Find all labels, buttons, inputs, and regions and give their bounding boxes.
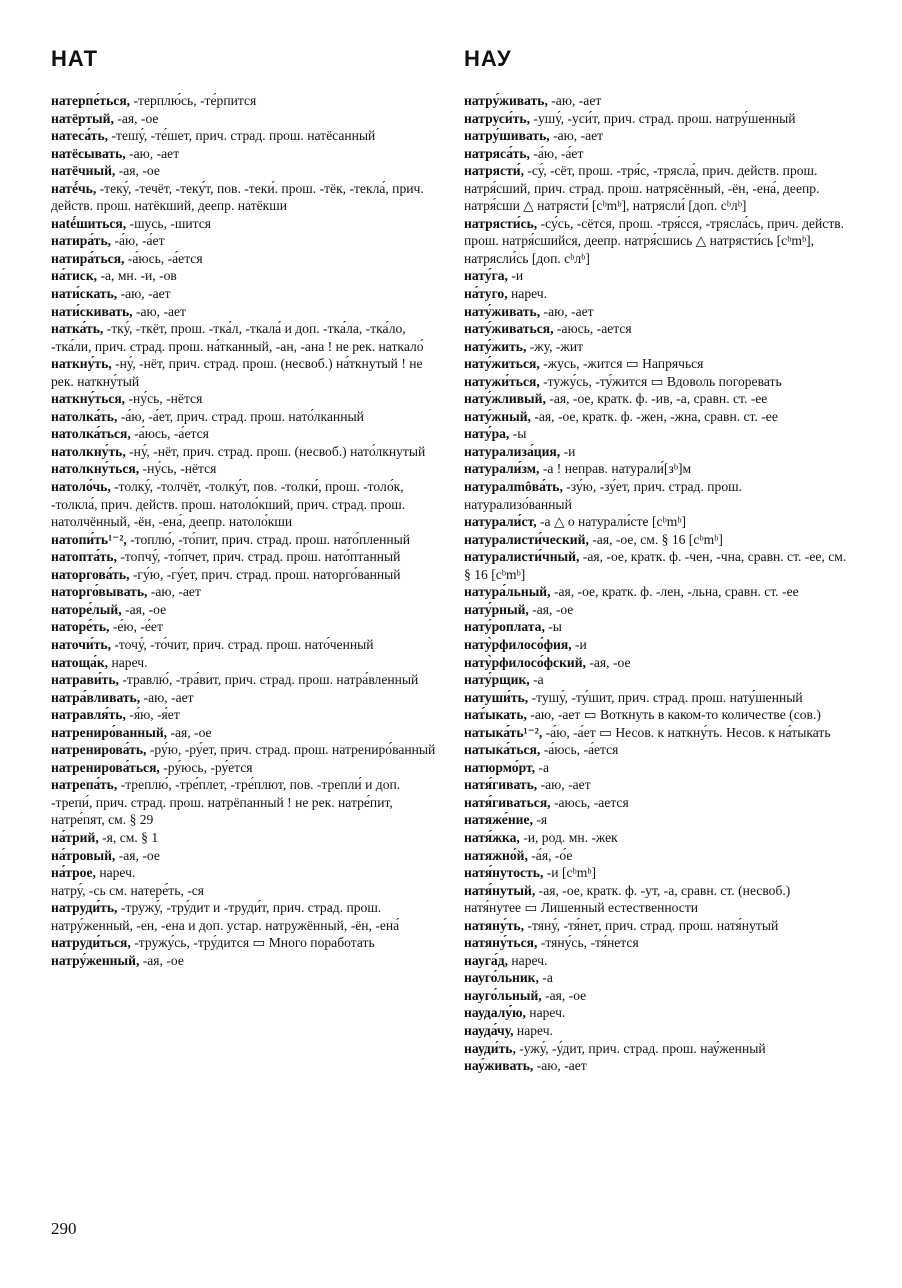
entry-headword: науди́ть,	[464, 1040, 516, 1056]
dictionary-entry	[51, 355, 437, 390]
entry-headword: натруди́ться,	[51, 935, 131, 951]
dictionary-entry	[51, 864, 437, 882]
dictionary-entry	[51, 408, 437, 426]
dictionary-entry	[464, 776, 850, 794]
entry-grammar: -а △ о натурали́сте [cᵇmᵇ]	[536, 514, 687, 530]
entry-grammar: -аю, -ает	[140, 689, 194, 705]
entry-headword: натé́чь,	[51, 180, 97, 196]
entry-headword: натяну́ть,	[464, 917, 525, 933]
dictionary-entry	[464, 636, 850, 654]
entry-headword: науда́чу,	[464, 1022, 514, 1038]
dictionary-entry	[464, 443, 850, 461]
dictionary-entry	[464, 583, 850, 601]
entry-headword: нату́ра,	[464, 426, 510, 442]
entry-grammar: -ы	[509, 426, 527, 442]
entry-headword: на́тровый,	[51, 847, 116, 863]
dictionary-entry	[464, 952, 850, 970]
entry-headword: нату́житься,	[464, 356, 540, 372]
entry-headword: нау́живать,	[464, 1058, 534, 1074]
dictionary-entry	[464, 706, 850, 724]
entry-grammar: нареч.	[513, 1022, 553, 1038]
entry-headword: натолка́ться,	[51, 426, 131, 442]
entry-headword: натуралисти́ческий,	[464, 531, 589, 547]
dictionary-entry	[464, 531, 850, 549]
entry-grammar: -ну́сь, -нётся	[125, 391, 203, 407]
entry-grammar: -я, см. § 1	[98, 829, 159, 845]
dictionary-entry	[51, 285, 437, 303]
entry-grammar: -а́ю, -а́ет	[111, 233, 165, 249]
entry-grammar: -гу́ю, -гу́ет, прич. страд. прош. наторго́ванный	[129, 566, 401, 582]
dictionary-entry	[51, 425, 437, 443]
entry-headword: натура́льный,	[464, 584, 551, 600]
dictionary-entry	[51, 303, 437, 321]
dictionary-entry	[51, 829, 437, 847]
entry-headword: натка́ть,	[51, 321, 104, 337]
entry-grammar: -ушу́, -уси́т, прич. страд. прош. натру́шенный	[530, 110, 796, 126]
dictionary-entry	[464, 110, 850, 128]
entry-grammar: нареч.	[95, 865, 136, 881]
dictionary-entry	[464, 847, 850, 865]
entry-grammar: -а́ю, -а́ет ▭ Несов. к наткну́ть. Несов. к на́тыкать	[542, 724, 831, 740]
entry-headword: нату́жный,	[464, 408, 531, 424]
dictionary-entry	[464, 513, 850, 531]
dictionary-entry	[51, 320, 437, 355]
entry-headword: натя́гивать,	[464, 777, 538, 793]
dictionary-entry	[464, 671, 850, 689]
entry-headword: натя́жка,	[464, 829, 520, 845]
dictionary-entry	[464, 987, 850, 1005]
entry-grammar: -тяну́, -тя́нет, прич. страд. прош. натя́нутый	[524, 917, 779, 933]
entry-headword: натолкну́ть,	[51, 443, 126, 459]
entry-headword: натурали́ст,	[464, 514, 537, 530]
entry-grammar: -ну́сь, -нётся	[139, 461, 217, 477]
entry-headword: натру́женный,	[51, 952, 140, 968]
dictionary-entry	[51, 250, 437, 268]
dictionary-entry	[464, 460, 850, 478]
dictionary-entry	[51, 952, 437, 970]
dictionary-entry	[51, 531, 437, 549]
entry-headword: натренирова́ться,	[51, 759, 160, 775]
entry-grammar: нареч.	[108, 654, 148, 670]
dictionary-entry	[51, 145, 437, 163]
entry-grammar: -а́юсь, -а́ется	[540, 742, 619, 758]
entry-headword: на́трий,	[51, 829, 99, 845]
entry-headword: нату́жливый,	[464, 391, 546, 407]
entry-headword: натёсывать,	[51, 145, 126, 161]
dictionary-entry	[51, 689, 437, 707]
entry-headword: натрясти́сь,	[464, 215, 538, 231]
entry-headword: натопта́ть,	[51, 549, 117, 565]
entry-headword: натяже́ние,	[464, 812, 533, 828]
entry-grammar: -толку́, -толчёт, -толку́т, пов. -толки́, прош. -толо́к, -толкла́, прич. действ. прош. натоло́кший, прич. страд. прош. натолчённый, -ён, -ена́, деепр. натоло́кши	[51, 479, 406, 530]
entry-grammar: -аюсь, -ается	[553, 321, 632, 337]
dictionary-entry	[464, 303, 850, 321]
dictionary-entry	[464, 162, 850, 215]
entry-headword: натуралmôва́ть,	[464, 479, 563, 495]
entry-headword: нат́ыкать,	[464, 707, 527, 723]
entry-grammar: -а́ю, -а́ет	[529, 145, 584, 161]
entry-headword: натра́вливать,	[51, 689, 141, 705]
entry-grammar: -треплю́, -тре́плет, -тре́плют, пов. -трепли́ и доп. -трепи́, прич. страд. прош. натрёпанный ! не рек. натре́пит, натре́пят, см. § 29	[51, 777, 401, 828]
entry-headword: наткну́ть,	[51, 356, 112, 372]
entry-headword: науга́д,	[464, 952, 508, 968]
entry-grammar: -топчу́, -то́пчет, прич. страд. прош. нато́птанный	[116, 549, 401, 565]
entry-headword: натурали́зм,	[464, 461, 540, 477]
dictionary-entry	[51, 671, 437, 689]
dictionary-entry	[464, 127, 850, 145]
entry-grammar: -тружу́сь, -тру́дится ▭ Много поработать	[130, 935, 375, 951]
dictionary-entry	[464, 1057, 850, 1075]
entry-headword: нати́скивать,	[51, 303, 133, 319]
entry-headword: натяжно́й,	[464, 847, 528, 863]
entry-headword: натёртый,	[51, 110, 114, 126]
entry-grammar: -я́ю, -я́ет	[125, 707, 180, 723]
entry-grammar: -су́сь, -сётся, прош. -тря́сся, -трясла́сь, прич. действ. прош. натря́сшийся, деепр. натря́сшись △ натрясти́сь [cᵇmᵇ], натрясли́сь [доп. cᵇлᵇ]	[464, 215, 845, 266]
entry-headword: на́тиск,	[51, 268, 98, 284]
dictionary-entry	[464, 794, 850, 812]
dictionary-entry	[464, 478, 850, 513]
entry-grammar: -тужу́сь, -ту́жится ▭ Вдоволь погоревать	[539, 373, 782, 389]
entry-grammar: -жусь, -жится ▭ Напрячься	[539, 356, 704, 372]
dictionary-entry	[464, 934, 850, 952]
entry-grammar: натру́, -сь см. натере́ть, -ся	[51, 882, 205, 898]
dictionary-entry	[464, 917, 850, 935]
entry-headword: натуралисти́чный,	[464, 549, 580, 565]
dictionary-entry	[464, 338, 850, 356]
entry-headword: наté́шиться,	[51, 215, 127, 231]
dictionary-entry	[464, 618, 850, 636]
dictionary-entry	[464, 811, 850, 829]
entry-headword: натопи́ть¹⁻²,	[51, 531, 127, 547]
dictionary-entry	[51, 706, 437, 724]
entry-grammar: -а ! неправ. натурали́[зᵇ]м	[539, 461, 692, 477]
dictionary-entry	[464, 601, 850, 619]
dictionary-entry	[464, 320, 850, 338]
entry-headword: нату́рщик,	[464, 672, 530, 688]
entry-headword: наткну́ться,	[51, 391, 126, 407]
entry-headword: наторгова́ть,	[51, 566, 130, 582]
dictionary-entry	[464, 1040, 850, 1058]
entry-headword: натуши́ть,	[464, 689, 529, 705]
entry-headword: натрепа́ть,	[51, 777, 118, 793]
entry-headword: натя́нутый,	[464, 882, 536, 898]
dictionary-entry	[464, 92, 850, 110]
entry-headword: нату́га,	[464, 268, 508, 284]
entry-grammar: -ы	[544, 619, 562, 635]
dictionary-entry	[51, 759, 437, 777]
entry-grammar: -ая, -ое, кратк. ф. -ут, -а, сравн. ст. (несвоб.) натя́нутее ▭ Лишенный естественности	[464, 882, 791, 916]
entry-grammar: -и	[571, 636, 587, 652]
entry-headword: нату́живаться,	[464, 321, 554, 337]
dictionary-entry	[51, 566, 437, 584]
dictionary-entry	[51, 741, 437, 759]
entry-headword: натыка́ться,	[464, 742, 541, 758]
entry-grammar: -ну́, -нёт, прич. страд. прош. (несвоб.) на́ткнутый ! не рек. наткну́тый	[51, 356, 423, 389]
entry-headword: натоща́к,	[51, 654, 109, 670]
dictionary-entry	[464, 425, 850, 443]
entry-headword: натерпе́ться,	[51, 93, 131, 108]
dictionary-entry	[51, 724, 437, 742]
dictionary-entry	[51, 162, 437, 180]
entry-grammar: -тушу́, -ту́шит, прич. страд. прош. нату́шенный	[528, 689, 803, 705]
dictionary-entry	[51, 460, 437, 478]
entry-grammar: -а́я, -о́е	[527, 847, 573, 863]
entry-headword: нату̀рфилосо́фский,	[464, 654, 586, 670]
entry-grammar: -ру́юсь, -ру́ется	[159, 759, 253, 775]
entry-headword: натыка́ть¹⁻²,	[464, 724, 543, 740]
dictionary-entry	[464, 215, 850, 268]
entry-grammar: -а́юсь, -а́ется	[130, 426, 209, 442]
dictionary-entry	[464, 829, 850, 847]
entry-headword: наторе́ть,	[51, 619, 110, 635]
dictionary-entry	[51, 601, 437, 619]
entry-grammar: -а	[535, 759, 549, 775]
dictionary-entry	[464, 759, 850, 777]
entry-grammar: нареч.	[525, 1005, 566, 1021]
entry-grammar: -ужу́, -у́дит, прич. страд. прош. нау́женный	[515, 1040, 766, 1056]
entry-headword: натёчный,	[51, 163, 116, 179]
dictionary-entry	[464, 285, 850, 303]
dictionary-entry	[464, 882, 850, 917]
dictionary-entry	[51, 847, 437, 865]
entry-headword: натренирова́ть,	[51, 742, 147, 758]
entry-headword: натруси́ть,	[464, 110, 531, 126]
entry-headword: натрави́ть,	[51, 672, 119, 688]
entry-grammar: -ая, -ое	[121, 601, 167, 617]
entry-grammar: -аю, -ает	[533, 1058, 587, 1074]
dictionary-entry	[51, 180, 437, 215]
entry-headword: натолка́ть,	[51, 408, 118, 424]
dictionary-entry	[464, 408, 850, 426]
entry-grammar: -ая, -ое	[113, 110, 159, 126]
entry-grammar: -аю, -ает	[549, 128, 604, 144]
entry-grammar: -тружу́, -тру́дит и -труди́т, прич. страд. прош. натру́женный, -ен, -ена и доп. устар. натружённый, -ён, -ена́	[51, 900, 400, 933]
dictionary-entry	[51, 127, 437, 145]
entry-grammar: -ая, -ое, кратк. ф. -чен, -чна, сравн. ст. -ее, см. § 16 [cᵇmᵇ]	[464, 549, 847, 582]
dictionary-entry	[464, 267, 850, 285]
entry-grammar: -аю, -ает	[547, 93, 602, 108]
entry-headword: науго́льный,	[464, 987, 542, 1003]
page-number: 290	[51, 1219, 77, 1238]
dictionary-entry	[464, 724, 850, 742]
dictionary-entry	[51, 899, 437, 934]
entry-grammar: -ая, -ое, кратк. ф. -лен, -льна, сравн. ст. -ее	[550, 584, 799, 600]
entry-grammar: нареч.	[507, 286, 548, 302]
dictionary-entry	[51, 232, 437, 250]
entry-headword: натряса́ть,	[464, 145, 530, 161]
entry-headword: натоло́чь,	[51, 479, 111, 495]
entry-grammar: -аю, -ает	[147, 584, 201, 600]
dictionary-entry	[51, 636, 437, 654]
entry-headword: нату̀рфилосо́фия,	[464, 636, 572, 652]
entry-grammar: -ая, -ое, кратк. ф. -жен, -жна, сравн. ст. -ее	[530, 408, 778, 424]
entry-grammar: -топлю́, -то́пит, прич. страд. прош. нато́пленный	[126, 531, 411, 547]
dictionary-entry	[51, 934, 437, 952]
entry-grammar: -тяну́сь, -тя́нется	[537, 935, 639, 951]
dictionary-entry	[51, 443, 437, 461]
entry-grammar: -ая, -ое, см. § 16 [cᵇmᵇ]	[588, 531, 723, 547]
entry-grammar: -а́ю, -а́ет, прич. страд. прош. нато́лканный	[117, 408, 364, 424]
entry-headword: натира́ться,	[51, 250, 125, 266]
entry-grammar: -ая, -ое	[528, 601, 574, 617]
dictionary-entry	[51, 215, 437, 233]
entry-headword: натужи́ться,	[464, 373, 540, 389]
dictionary-entry	[51, 654, 437, 672]
entry-grammar: -ая, -ое	[139, 952, 184, 968]
dictionary-entry	[464, 864, 850, 882]
entry-grammar: -шусь, -шится	[126, 215, 212, 231]
entry-grammar: -аю, -ает	[132, 303, 186, 319]
entry-headword: натру́шивать,	[464, 128, 550, 144]
entry-headword: натяну́ться,	[464, 935, 538, 951]
dictionary-entry	[51, 618, 437, 636]
entry-headword: нату́рный,	[464, 601, 529, 617]
running-header-left: НАТ	[51, 46, 99, 71]
dictionary-entry	[51, 110, 437, 128]
entry-headword: нату́жить,	[464, 338, 527, 354]
entry-headword: нату́роплата,	[464, 619, 545, 635]
entry-headword: натруди́ть,	[51, 900, 118, 916]
entry-grammar: -ая, -ое	[115, 163, 160, 179]
entry-headword: натеса́ть,	[51, 128, 109, 144]
entry-grammar: -а, мн. -и, -ов	[97, 268, 177, 284]
entry-grammar: -травлю́, -тра́вит, прич. страд. прош. натра́вленный	[118, 672, 419, 688]
entry-headword: наторго́вывать,	[51, 584, 148, 600]
entry-grammar: -аю, -ает	[537, 777, 591, 793]
entry-grammar: -ну́, -нёт, прич. страд. прош. (несвоб.) нато́лкнутый	[125, 443, 426, 459]
entry-grammar: -теку́, -течёт, -теку́т, пов. -теки́. прош. -тёк, -текла́, прич. действ. прош. натёкший, деепр. натёкши	[51, 180, 424, 214]
dictionary-entry	[51, 390, 437, 408]
dictionary-entry	[464, 390, 850, 408]
entry-headword: на́трое,	[51, 865, 96, 881]
dictionary-entry	[51, 548, 437, 566]
entry-grammar: -и	[560, 443, 576, 459]
dictionary-entry	[464, 689, 850, 707]
left-column	[51, 92, 437, 969]
entry-grammar: -е́ю, -е́ет	[109, 619, 163, 635]
entry-headword: науго́льник,	[464, 970, 539, 986]
entry-grammar: -точу́, -то́чит, прич. страд. прош. нато́ченный	[110, 636, 374, 652]
entry-grammar: -и	[507, 268, 524, 284]
entry-headword: натира́ть,	[51, 233, 112, 249]
dictionary-entry	[51, 776, 437, 829]
entry-headword: нату́живать,	[464, 303, 541, 319]
entry-grammar: -ая, -ое	[585, 654, 631, 670]
entry-headword: натя́гиваться,	[464, 794, 551, 810]
dictionary-entry	[51, 882, 437, 900]
dictionary-entry	[51, 267, 437, 285]
dictionary-entry	[51, 478, 437, 531]
entry-headword: натурализа́ция,	[464, 443, 561, 459]
entry-headword: нати́скать,	[51, 286, 118, 302]
entry-grammar: -терплю́сь, -те́рпится	[130, 93, 257, 108]
dictionary-entry	[464, 741, 850, 759]
entry-grammar: -зу́ю, -зу́ет, прич. страд. прош. натурализо́ванный	[464, 479, 742, 512]
entry-headword: натру́живать,	[464, 93, 548, 108]
entry-grammar: -аю, -ает ▭ Воткнуть в каком-то количестве (сов.)	[526, 707, 821, 723]
entry-grammar: нареч.	[507, 952, 548, 968]
entry-grammar: -тку́, -ткёт, прош. -тка́л, -ткала́ и доп. -тка́ла, -тка́ло, -тка́ли, прич. страд. прош. на́тканный, -ан, -ана ! не рек. наткало́	[51, 321, 424, 354]
entry-headword: наторе́лый,	[51, 601, 122, 617]
dictionary-entry	[464, 1004, 850, 1022]
right-column	[464, 92, 850, 1075]
entry-headword: натюрмо́рт,	[464, 759, 536, 775]
entry-grammar: -аю, -ает	[540, 303, 594, 319]
running-header-right: НАУ	[464, 46, 512, 71]
dictionary-entry	[464, 373, 850, 391]
entry-grammar: -ая, -ое	[167, 724, 212, 740]
entry-headword: на́туго,	[464, 286, 508, 302]
entry-grammar: -и [cᵇmᵇ]	[543, 865, 597, 881]
entry-grammar: -а	[538, 970, 553, 986]
entry-headword: натрениро́ванный,	[51, 724, 168, 740]
entry-headword: натрясти́,	[464, 163, 524, 179]
entry-grammar: -и, род. мн. -жек	[519, 829, 618, 845]
dictionary-entry	[464, 1022, 850, 1040]
entry-headword: натравля́ть,	[51, 707, 126, 723]
entry-grammar: -а	[529, 672, 544, 688]
entry-headword: натя́нутость,	[464, 865, 544, 881]
entry-headword: натолкну́ться,	[51, 461, 140, 477]
dictionary-entry	[51, 92, 437, 110]
entry-grammar: -ру́ю, -ру́ет, прич. страд. прош. натрениро́ванный	[146, 742, 436, 758]
entry-grammar: -аю, -ает	[125, 145, 180, 161]
entry-grammar: -тешу́, -те́шет, прич. страд. прош. натёсанный	[108, 128, 376, 144]
entry-grammar: -су́, -сёт, прош. -тря́с, -трясла́, прич. действ. прош. натря́сший, прич. страд. прош. натрясённый, -ён, -ена́, деепр. натря́сши △ натрясти́ [cᵇmᵇ], натрясли́ [доп. cᵇлᵇ]	[464, 163, 820, 214]
dictionary-entry	[464, 355, 850, 373]
entry-grammar: -я	[532, 812, 548, 828]
entry-headword: наудалу́ю,	[464, 1005, 526, 1021]
dictionary-entry	[51, 583, 437, 601]
entry-grammar: -ая, -ое	[541, 987, 587, 1003]
dictionary-entry	[464, 969, 850, 987]
entry-grammar: -аю, -ает	[117, 286, 171, 302]
entry-grammar: -аюсь, -ается	[550, 794, 629, 810]
entry-grammar: -ая, -ое, кратк. ф. -ив, -а, сравн. ст. -ее	[545, 391, 768, 407]
entry-grammar: -ая, -ое	[115, 847, 160, 863]
dictionary-entry	[464, 145, 850, 163]
entry-grammar: -а́юсь, -а́ется	[124, 250, 203, 266]
entry-headword: наточи́ть,	[51, 636, 111, 652]
dictionary-entry	[464, 548, 850, 583]
dictionary-entry	[464, 654, 850, 672]
entry-grammar: -жу, -жит	[526, 338, 584, 354]
